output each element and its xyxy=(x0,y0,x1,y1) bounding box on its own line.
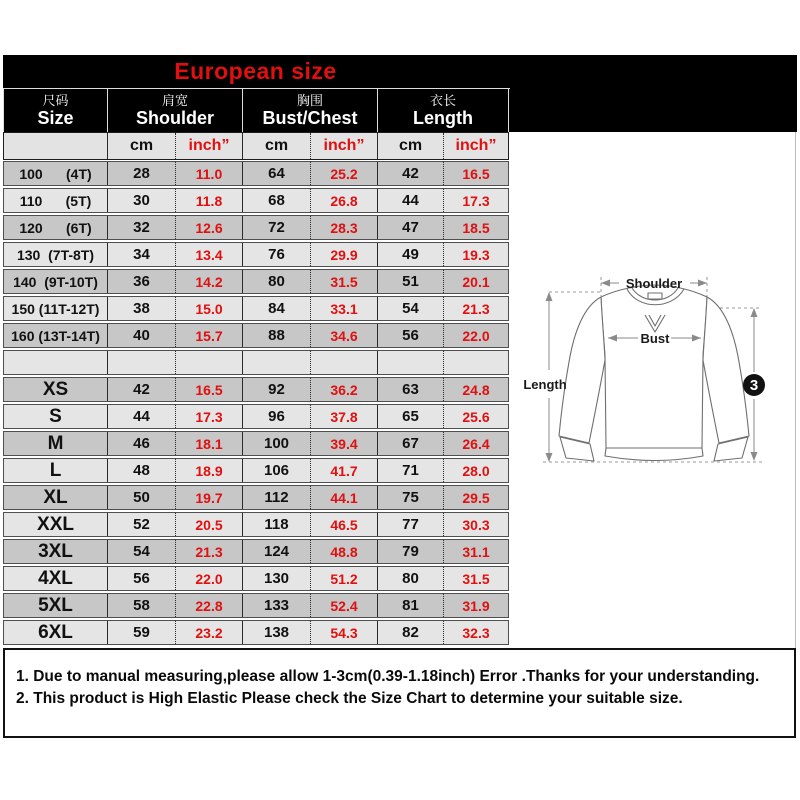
cell-shoulder-inch: 18.9 xyxy=(176,459,243,482)
cell-bust-inch: 44.1 xyxy=(311,486,378,509)
unit-inch: inch” xyxy=(311,133,378,159)
column-header-shoulder xyxy=(108,89,243,132)
table-row-100 xyxy=(3,161,509,186)
cell-size: 6XL xyxy=(4,621,108,644)
cell-shoulder-cm: 36 xyxy=(108,270,176,293)
bust-label: Bust xyxy=(640,331,670,346)
table-row-160 xyxy=(3,323,509,348)
cell-length-cm: 81 xyxy=(378,594,444,617)
cell-bust-cm: 118 xyxy=(243,513,311,536)
cell-bust-cm: 112 xyxy=(243,486,311,509)
cell-bust-inch: 41.7 xyxy=(311,459,378,482)
cell-bust-inch xyxy=(311,351,378,374)
cell-length-inch: 19.3 xyxy=(462,246,490,263)
cell-shoulder-inch: 16.5 xyxy=(176,378,243,401)
unit-cm: cm xyxy=(243,133,311,159)
header-en: Size xyxy=(37,108,74,128)
table-row-110 xyxy=(3,188,509,213)
cell-shoulder-inch: 18.1 xyxy=(176,432,243,455)
cell-size: 110 (5T) xyxy=(4,189,108,212)
length-arrowhead-bottom xyxy=(546,453,553,462)
table-row-L xyxy=(3,458,509,483)
cell-shoulder-inch: 11.8 xyxy=(176,189,243,212)
unit-empty xyxy=(4,133,108,159)
header-zh: 胸围 xyxy=(296,93,323,108)
cell-size: S xyxy=(4,405,108,428)
table-row-S xyxy=(3,404,509,429)
cell-bust-cm: 64 xyxy=(243,162,311,185)
cell-shoulder-cm: 28 xyxy=(108,162,176,185)
side-arrowhead-top xyxy=(751,308,758,317)
table-row-150 xyxy=(3,296,509,321)
table-row-XS xyxy=(3,377,509,402)
cell-bust-cm: 76 xyxy=(243,243,311,266)
cell-bust-cm: 130 xyxy=(243,567,311,590)
cell-length-inch xyxy=(444,351,508,374)
cell-size xyxy=(4,351,108,374)
cell-size: 150 (11T-12T) xyxy=(4,297,108,320)
cell-length-cm: 79 xyxy=(378,540,444,563)
cell-shoulder-cm: 48 xyxy=(108,459,176,482)
note-1: 1. Due to manual measuring,please allow 1-3cm(0.39-1.18inch) Error .Thanks for your understanding. xyxy=(16,668,760,685)
cell-shoulder-cm: 30 xyxy=(108,189,176,212)
table-row-120 xyxy=(3,215,509,240)
cell-bust-inch: 54.3 xyxy=(311,621,378,644)
cell-shoulder-cm xyxy=(108,351,176,374)
cell-length-cm: 75 xyxy=(378,486,444,509)
note-2: 2. This product is High Elastic Please check the Size Chart to determine your suitable size. xyxy=(16,690,683,707)
cell-size: 100 (4T) xyxy=(4,162,108,185)
cell-length-cm: 42 xyxy=(378,162,444,185)
size-table-body xyxy=(3,161,509,647)
cell-size: 3XL xyxy=(4,540,108,563)
cell-length-cm xyxy=(378,351,444,374)
cell-shoulder-cm: 42 xyxy=(108,378,176,401)
cell-bust-cm xyxy=(243,351,311,374)
cell-length-inch: 18.5 xyxy=(462,219,490,236)
shoulder-arrowhead-left xyxy=(601,280,610,287)
cell-length-inch: 28.0 xyxy=(462,462,490,479)
header-zh: 尺码 xyxy=(42,93,69,108)
cell-bust-cm: 138 xyxy=(243,621,311,644)
cell-length-inch: 30.3 xyxy=(462,516,490,533)
cell-bust-inch: 34.6 xyxy=(311,324,378,347)
cell-length-cm: 80 xyxy=(378,567,444,590)
cell-shoulder-inch xyxy=(176,351,243,374)
cell-size: XL xyxy=(4,486,108,509)
shoulder-arrowhead-right xyxy=(698,280,707,287)
table-row-140 xyxy=(3,269,509,294)
header-en: Bust/Chest xyxy=(262,108,358,128)
cell-length-inch: 17.3 xyxy=(462,192,490,209)
cell-length-inch: 31.9 xyxy=(462,597,490,614)
cell-shoulder-cm: 32 xyxy=(108,216,176,239)
cell-bust-cm: 92 xyxy=(243,378,311,401)
cell-size: L xyxy=(4,459,108,482)
cell-shoulder-cm: 46 xyxy=(108,432,176,455)
sweater-diagram xyxy=(520,230,800,480)
unit-subheader-row xyxy=(3,132,509,160)
cell-length-cm: 77 xyxy=(378,513,444,536)
cell-length-cm: 49 xyxy=(378,243,444,266)
cell-shoulder-cm: 59 xyxy=(108,621,176,644)
cell-bust-cm: 100 xyxy=(243,432,311,455)
table-row-XL xyxy=(3,485,509,510)
column-header-bust-chest xyxy=(243,89,378,132)
cell-length-cm: 47 xyxy=(378,216,444,239)
cell-bust-inch: 25.2 xyxy=(311,162,378,185)
cell-bust-cm: 96 xyxy=(243,405,311,428)
cell-length-cm: 67 xyxy=(378,432,444,455)
cell-bust-cm: 88 xyxy=(243,324,311,347)
cell-bust-cm: 106 xyxy=(243,459,311,482)
page-title: European size xyxy=(174,58,337,84)
sweater-right-sleeve xyxy=(703,297,749,443)
header-zh: 衣长 xyxy=(429,93,456,108)
unit-inch: inch” xyxy=(176,133,243,159)
cell-bust-inch: 31.5 xyxy=(311,270,378,293)
table-header-banner xyxy=(3,55,797,132)
cell-length-inch: 31.1 xyxy=(462,543,490,560)
shoulder-label: Shoulder xyxy=(625,276,683,291)
step-badge-number: 3 xyxy=(749,377,759,394)
cell-size: XS xyxy=(4,378,108,401)
cell-length-inch: 26.4 xyxy=(462,435,490,452)
cell-shoulder-cm: 54 xyxy=(108,540,176,563)
cell-length-inch: 16.5 xyxy=(462,165,490,182)
cell-length-cm: 71 xyxy=(378,459,444,482)
cell-bust-inch: 28.3 xyxy=(311,216,378,239)
cell-length-inch: 25.6 xyxy=(462,408,490,425)
cell-shoulder-inch: 20.5 xyxy=(176,513,243,536)
table-row-4XL xyxy=(3,566,509,591)
cell-length-inch: 20.1 xyxy=(462,273,490,290)
header-zh: 肩宽 xyxy=(161,93,188,108)
cell-shoulder-inch: 22.0 xyxy=(176,567,243,590)
table-row-XXL xyxy=(3,512,509,537)
cell-length-cm: 54 xyxy=(378,297,444,320)
cell-shoulder-inch: 15.7 xyxy=(176,324,243,347)
cell-shoulder-inch: 23.2 xyxy=(176,621,243,644)
cell-length-cm: 44 xyxy=(378,189,444,212)
length-label: Length xyxy=(523,377,567,392)
cell-shoulder-cm: 38 xyxy=(108,297,176,320)
side-arrowhead-bottom xyxy=(751,452,758,461)
table-row-3XL xyxy=(3,539,509,564)
spacer-row xyxy=(3,350,509,375)
cell-bust-inch: 51.2 xyxy=(311,567,378,590)
cell-bust-inch: 33.1 xyxy=(311,297,378,320)
cell-length-cm: 51 xyxy=(378,270,444,293)
cell-bust-inch: 26.8 xyxy=(311,189,378,212)
cell-size: M xyxy=(4,432,108,455)
table-row-5XL xyxy=(3,593,509,618)
column-header-length xyxy=(378,89,509,132)
cell-shoulder-inch: 19.7 xyxy=(176,486,243,509)
unit-cm: cm xyxy=(108,133,176,159)
cell-shoulder-cm: 56 xyxy=(108,567,176,590)
column-header-size xyxy=(3,89,108,132)
cell-bust-cm: 80 xyxy=(243,270,311,293)
unit-cm: cm xyxy=(378,133,444,159)
cell-shoulder-cm: 50 xyxy=(108,486,176,509)
cell-length-cm: 63 xyxy=(378,378,444,401)
cell-shoulder-inch: 21.3 xyxy=(176,540,243,563)
cell-shoulder-inch: 22.8 xyxy=(176,594,243,617)
cell-bust-inch: 48.8 xyxy=(311,540,378,563)
cell-bust-cm: 133 xyxy=(243,594,311,617)
cell-bust-inch: 52.4 xyxy=(311,594,378,617)
cell-length-inch: 31.5 xyxy=(462,570,490,587)
cell-bust-inch: 29.9 xyxy=(311,243,378,266)
cell-length-inch: 22.0 xyxy=(462,327,490,344)
cell-shoulder-cm: 52 xyxy=(108,513,176,536)
cell-bust-inch: 39.4 xyxy=(311,432,378,455)
cell-size: 130 (7T-8T) xyxy=(4,243,108,266)
cell-bust-cm: 84 xyxy=(243,297,311,320)
cell-shoulder-cm: 40 xyxy=(108,324,176,347)
cell-bust-inch: 36.2 xyxy=(311,378,378,401)
cell-shoulder-cm: 58 xyxy=(108,594,176,617)
cell-size: 120 (6T) xyxy=(4,216,108,239)
cell-size: XXL xyxy=(4,513,108,536)
header-en: Shoulder xyxy=(135,108,214,128)
cell-length-inch: 29.5 xyxy=(462,489,490,506)
cell-size: 140 (9T-10T) xyxy=(4,270,108,293)
sweater-left-sleeve xyxy=(559,297,605,443)
cell-size: 4XL xyxy=(4,567,108,590)
column-header-row xyxy=(3,88,510,132)
cell-length-cm: 56 xyxy=(378,324,444,347)
table-row-6XL xyxy=(3,620,509,645)
cell-length-inch: 32.3 xyxy=(462,624,490,641)
cell-bust-inch: 46.5 xyxy=(311,513,378,536)
table-row-130 xyxy=(3,242,509,267)
cell-size: 5XL xyxy=(4,594,108,617)
unit-inch: inch” xyxy=(455,137,497,154)
cell-length-cm: 82 xyxy=(378,621,444,644)
notes-box xyxy=(3,648,796,738)
cell-bust-cm: 72 xyxy=(243,216,311,239)
cell-shoulder-inch: 11.0 xyxy=(176,162,243,185)
cell-bust-cm: 124 xyxy=(243,540,311,563)
cell-size: 160 (13T-14T) xyxy=(4,324,108,347)
cell-shoulder-cm: 44 xyxy=(108,405,176,428)
cell-shoulder-inch: 17.3 xyxy=(176,405,243,428)
header-en: Length xyxy=(413,108,473,128)
cell-bust-inch: 37.8 xyxy=(311,405,378,428)
cell-shoulder-inch: 13.4 xyxy=(176,243,243,266)
cell-shoulder-inch: 12.6 xyxy=(176,216,243,239)
cell-length-inch: 24.8 xyxy=(462,381,490,398)
sweater-torso xyxy=(601,285,707,448)
cell-length-inch: 21.3 xyxy=(462,300,490,317)
cell-shoulder-inch: 15.0 xyxy=(176,297,243,320)
cell-shoulder-cm: 34 xyxy=(108,243,176,266)
cell-bust-cm: 68 xyxy=(243,189,311,212)
cell-length-cm: 65 xyxy=(378,405,444,428)
sweater-hem-band xyxy=(605,448,703,461)
cell-shoulder-inch: 14.2 xyxy=(176,270,243,293)
length-arrowhead-top xyxy=(546,292,553,301)
table-row-M xyxy=(3,431,509,456)
